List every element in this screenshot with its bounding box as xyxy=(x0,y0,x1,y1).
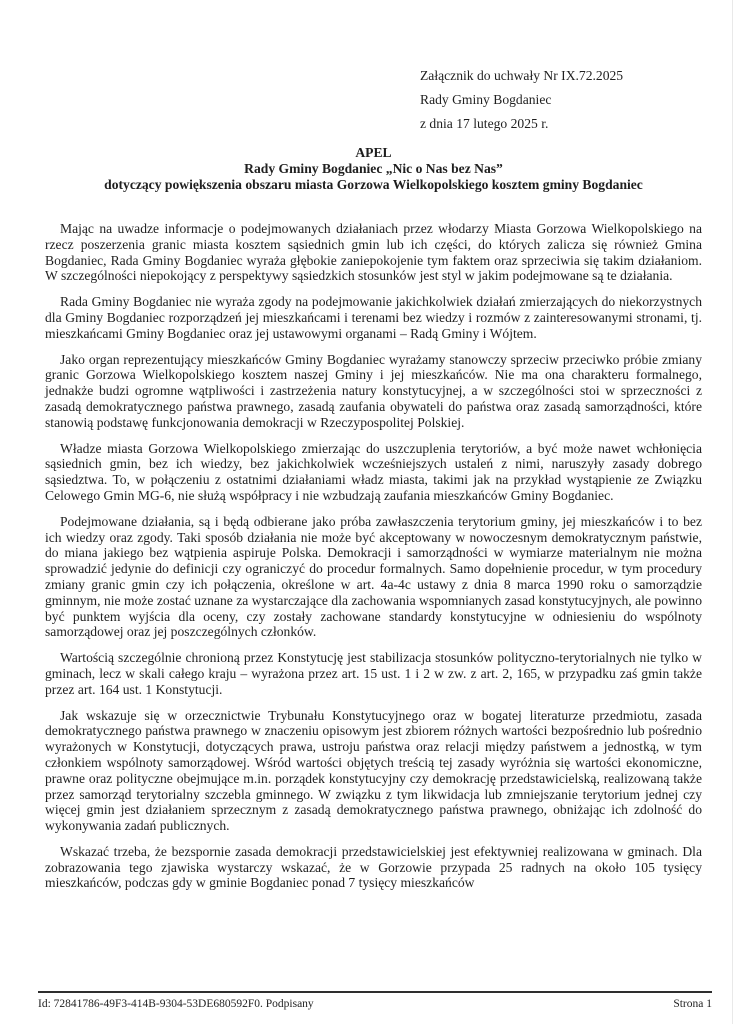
paragraph: Wartością szczególnie chronioną przez Konstytucję jest stabilizacja stosunków polityczno-terytorialnych nie tylko w gminach, lecz w skali całego kraju – wyrażona przez art. 15 ust. 1 i 2 w zw. z art. 2, 165, w przypadku zaś gmin także przez art. 164 ust. 1 Konstytucji. xyxy=(45,650,702,697)
title-apel: APEL xyxy=(355,145,392,160)
title-subject: dotyczący powiększenia obszaru miasta Gorzowa Wielkopolskiego kosztem gminy Bogdaniec xyxy=(104,177,643,192)
page-footer xyxy=(38,991,712,1011)
document-body xyxy=(45,221,702,891)
title-subtitle: Rady Gminy Bogdaniec „Nic o Nas bez Nas” xyxy=(244,161,503,176)
document-title xyxy=(45,145,702,193)
paragraph: Podejmowane działania, są i będą odbierane jako próba zawłaszczenia terytorium gminy, jej mieszkańców i to bez ich wiedzy oraz zgody. Taki sposób działania nie może być akceptowany w nowoczesnym demokratycznym państwie, do miana jakiego bez wątpienia aspiruje Polska. Demokracji i samorządności w wymiarze materialnym nie można sprowadzić jedynie do definicji czy ograniczyć do procedur formalnych. Samo dopełnienie procedur, w tym procedury zmiany granic gmin czy ich połączenia, określone w art. 4a-4c ustawy z dnia 8 marca 1990 roku o samorządzie gminnym, nie może zostać uznane za wystarczające dla zachowania wspomnianych zasad konstytucyjnych, ale powinno być punktem wyjścia dla oceny, czy zostały zachowane standardy konstytucyjne w odniesieniu do wspólnoty samorządowej oraz jej poszczególnych członków. xyxy=(45,513,702,640)
paragraph: Wskazać trzeba, że bezspornie zasada demokracji przedstawicielskiej jest efektywniej realizowana w gminach. Dla zobrazowania tego zjawiska wystarczy wskazać, że w Gorzowie przypada 25 radnych na około 105 tysięcy mieszkańców, podczas gdy w gminie Bogdaniec ponad 7 tysięcy mieszkańców xyxy=(45,843,702,891)
paragraph: Mając na uwadze informacje o podejmowanych działaniach przez włodarzy Miasta Gorzowa Wielkopolskiego na rzecz poszerzenia granic miasta kosztem sąsiednich gmin lub ich części, do których zalicza się również Gmina Bogdaniec, Rada Gminy Bogdaniec wyraża głębokie zaniepokojenie tym faktem oraz sprzeciwia się takim działaniom. W szczególności niepokojący z perspektywy sąsiedzkich stosunków jest styl w jakim podejmowane są te działania. xyxy=(45,221,702,284)
paragraph: Władze miasta Gorzowa Wielkopolskiego zmierzając do uszczuplenia terytoriów, a być może nawet wchłonięcia sąsiednich gmin, bez ich wiedzy, bez jakichkolwiek wcześniejszych ustaleń z nimi, naruszyły zasady dobrego sąsiedztwa. To, w połączeniu z ostatnimi działaniami władz miasta, takimi jak na przykład wystąpienie ze Związku Celowego Gmin MG-6, nie służą współpracy i nie wzbudzają zaufania mieszkańców Gminy Bogdaniec. xyxy=(45,440,702,503)
attachment-header xyxy=(420,64,702,136)
paragraph: Jako organ reprezentujący mieszkańców Gminy Bogdaniec wyrażamy stanowczy sprzeciw przeciwko próbie zmiany granic Gorzowa Wielkopolskiego kosztem naszej Gminy i jej mieszkańców. Nie ma ona charakteru formalnego, jednakże budzi ogromne wątpliwości i zastrzeżenia natury konstytucyjnej, a w szczególności stoi w sprzeczności z zasadą demokratycznego państwa prawnego, zasadą zaufania obywateli do państwa oraz zasadą samorządności, które stanowią podstawę funkcjonowania demokracji w Rzeczypospolitej Polskiej. xyxy=(45,351,702,430)
paragraph: Rada Gminy Bogdaniec nie wyraża zgody na podejmowanie jakichkolwiek działań zmierzających do niekorzystnych dla Gminy Bogdaniec rozporządzeń jej mieszkańcami i terenami bez wiedzy i rozmów z zainteresowanymi stronami, tj. mieszkańcami Gminy Bogdaniec oraz jej ustawowymi organami – Radą Gminy i Wójtem. xyxy=(45,294,702,341)
paragraph: Jak wskazuje się w orzecznictwie Trybunału Konstytucyjnego oraz w bogatej literaturze przedmiotu, zasada demokratycznego państwa prawnego w znaczeniu opisowym jest zbiorem różnych wartości bezpośrednio lub pośrednio wyrażonych w Konstytucji, dotyczących prawa, ustroju państwa oraz relacji między państwem a jednostką, w tym członkiem wspólnoty samorządowej. Wśród wartości objętych treścią tej zasady wyróżnia się wartości ekonomiczne, prawne oraz polityczne obejmujące m.in. porządek konstytucyjny czy demokrację przedstawicielską, realizowaną także przez samorząd terytorialny szczebla gminnego. W związku z tym likwidacja lub zmniejszanie terytorium jednej czy więcej gmin jest działaniem sprzecznym z zasadą demokratycznego państwa prawnego, obniżając ich zdolność do wykonywania zadań publicznych. xyxy=(45,707,702,834)
header-date-line: z dnia 17 lutego 2025 r. xyxy=(420,116,549,131)
page-number: Strona 1 xyxy=(673,998,712,1010)
document-id: Id: 72841786-49F3-414B-9304-53DE680592F0. Podpisany xyxy=(38,998,314,1010)
header-attachment-line: Załącznik do uchwały Nr IX.72.2025 xyxy=(420,68,624,83)
scan-edge-line xyxy=(732,0,733,1024)
header-council-line: Rady Gminy Bogdaniec xyxy=(420,92,552,107)
